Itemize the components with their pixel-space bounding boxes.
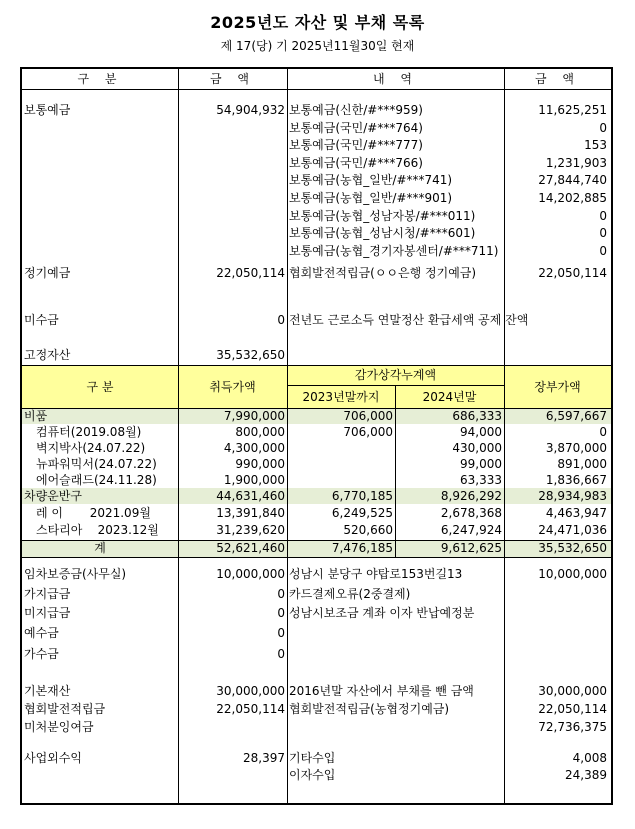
deposit-item-desc: 보통예금(국민/#***764) — [289, 120, 423, 135]
deposit-item-desc: 보통예금(신한/#***959) — [289, 103, 423, 117]
fixed-total-label: 계 — [94, 541, 106, 555]
liability-label: 가지급금 — [24, 587, 71, 601]
fixed-row-dep-2024: 63,333 — [460, 473, 502, 487]
fixed-row-book: 24,471,036 — [538, 523, 607, 537]
liability-label: 임차보증금(사무실) — [24, 567, 127, 581]
fixed-assets-amount: 35,532,650 — [216, 348, 285, 362]
fixed-row-name: 레 이 2021.09월 — [36, 506, 151, 520]
header-amount: 금 액 — [210, 72, 255, 86]
liability-desc: 성남시보조금 계좌 이자 반납예정분 — [289, 606, 475, 620]
fixed-row-dep-2024: 99,000 — [460, 457, 502, 471]
fixed-header-dep-2023: 2023년말까지 — [302, 390, 380, 404]
fixed-row-dep-2024: 430,000 — [452, 441, 502, 455]
fixed-row-book: 891,000 — [557, 457, 607, 471]
fixed-header-dep-2024: 2024년말 — [422, 390, 477, 404]
fixed-row-book: 1,836,667 — [545, 473, 607, 487]
header-details: 내 역 — [373, 72, 418, 86]
fixed-row-name: 차량운반구 — [24, 489, 82, 503]
liability-detail-amount: 10,000,000 — [538, 567, 607, 581]
fixed-row-book: 6,597,667 — [545, 409, 607, 423]
fixed-row-book: 3,870,000 — [545, 441, 607, 455]
fixed-row-cost: 800,000 — [235, 425, 285, 439]
fixed-row-name: 뉴파워믹서(24.07.22) — [36, 457, 157, 471]
equity-detail-amount: 72,736,375 — [538, 720, 607, 734]
receivable-label: 미수금 — [24, 313, 59, 327]
fixed-header-category: 구 분 — [86, 380, 114, 394]
deposit-item-amount: 0 — [599, 208, 607, 223]
fixed-header-book: 장부가액 — [534, 380, 581, 394]
time-deposit-desc: 협회발전적립금(ㅇㅇ은행 정기예금) — [289, 266, 477, 280]
fixed-row-cost: 52,621,460 — [216, 541, 285, 555]
deposit-item-desc: 보통예금(농협_성남시청/#***601) — [289, 226, 476, 241]
equity-desc: 2016년말 자산에서 부채를 뺀 금액 — [289, 684, 474, 698]
time-deposit-detail-amount: 22,050,114 — [538, 266, 607, 280]
fixed-row-cost: 1,900,000 — [223, 473, 285, 487]
deposit-item-desc: 보통예금(농협_일반/#***901) — [289, 191, 453, 205]
deposits-amount: 54,904,932 — [216, 103, 285, 117]
fixed-row-cost: 7,990,000 — [223, 409, 285, 423]
income-label: 사업외수익 — [24, 751, 82, 765]
fixed-row-cost: 31,239,620 — [216, 523, 285, 537]
fixed-row-cost: 44,631,460 — [216, 489, 285, 503]
liability-label: 미지급금 — [24, 606, 71, 620]
fixed-row-dep-2023: 520,660 — [343, 523, 393, 537]
fixed-assets-label: 고정자산 — [24, 348, 71, 362]
deposit-item-desc: 보통예금(국민/#***777) — [289, 138, 423, 153]
fixed-row-cost: 4,300,000 — [223, 441, 285, 455]
fixed-row-cost: 13,391,840 — [216, 506, 285, 520]
fixed-row-dep-2024: 6,247,924 — [440, 523, 502, 537]
fixed-row-dep-2024: 2,678,368 — [440, 506, 502, 520]
fixed-row-book: 35,532,650 — [538, 541, 607, 555]
liability-amount: 0 — [277, 606, 285, 620]
fixed-row-cost: 990,000 — [235, 457, 285, 471]
income-item-amount: 4,008 — [572, 751, 607, 765]
fixed-row-name: 비품 — [24, 409, 48, 423]
liability-amount: 0 — [277, 587, 285, 601]
page-title: 2025년도 자산 및 부채 목록 — [210, 13, 425, 32]
equity-label: 협회발전적립금 — [24, 702, 106, 716]
fixed-header-cost: 취득가액 — [209, 380, 256, 394]
income-item-desc: 이자수입 — [289, 768, 336, 782]
equity-label: 미처분잉여금 — [24, 720, 94, 734]
income-amount: 28,397 — [243, 751, 285, 765]
deposit-item-desc: 보통예금(농협_경기자봉센터/#***711) — [289, 243, 499, 258]
liability-label: 예수금 — [24, 626, 59, 640]
liability-amount: 0 — [277, 647, 285, 661]
liability-desc: 카드결제오류(2중결제) — [289, 587, 411, 601]
equity-label: 기본재산 — [24, 684, 71, 698]
fixed-header-depreciation: 감가상각누계액 — [354, 368, 437, 382]
deposit-item-amount: 0 — [599, 243, 607, 258]
fixed-row-name: 스타리아 2023.12월 — [36, 523, 159, 537]
deposit-item-amount: 0 — [599, 120, 607, 135]
header-detail-amount: 금 액 — [535, 72, 580, 86]
deposit-item-amount: 1,231,903 — [545, 155, 607, 170]
fixed-row-book: 4,463,947 — [545, 506, 607, 520]
fixed-row-book: 28,934,983 — [538, 489, 607, 503]
fixed-row-dep-2023: 6,249,525 — [331, 506, 393, 520]
fixed-row-dep-2024: 94,000 — [460, 425, 502, 439]
fixed-row-book: 0 — [599, 425, 607, 439]
fixed-row-dep-2024: 8,926,292 — [440, 489, 502, 503]
asset-liability-table — [20, 67, 613, 805]
fixed-row-dep-2023: 706,000 — [343, 425, 393, 439]
fixed-row-dep-2024: 9,612,625 — [440, 541, 502, 555]
fixed-row-dep-2024: 686,333 — [452, 409, 502, 423]
fixed-row-dep-2023: 7,476,185 — [331, 541, 393, 555]
header-rule — [22, 89, 611, 90]
liability-amount: 0 — [277, 626, 285, 640]
fixed-row-name: 벽지박사(24.07.22) — [36, 441, 146, 455]
receivable-desc: 전년도 근로소득 연말정산 환급세액 공제 잔액 — [289, 313, 529, 327]
deposit-item-amount: 153 — [584, 138, 607, 153]
deposit-item-desc: 보통예금(국민/#***766) — [289, 155, 423, 170]
page-subtitle: 제 17(당) 기 2025년11월30일 현재 — [220, 39, 415, 53]
deposit-item-amount: 27,844,740 — [538, 173, 607, 188]
fixed-row-dep-2023: 6,770,185 — [331, 489, 393, 503]
fixed-row-name: 에어슬래드(24.11.28) — [36, 473, 157, 487]
deposit-item-amount: 11,625,251 — [538, 103, 607, 117]
income-item-desc: 기타수입 — [289, 751, 336, 765]
fixed-row-dep-2023: 706,000 — [343, 409, 393, 423]
deposit-item-amount: 14,202,885 — [538, 191, 607, 205]
receivable-amount: 0 — [277, 313, 285, 327]
liability-desc: 성남시 분당구 야탑로153번길13 — [289, 567, 463, 581]
equity-amount: 22,050,114 — [216, 702, 285, 716]
time-deposit-label: 정기예금 — [24, 266, 71, 280]
liability-label: 가수금 — [24, 647, 59, 661]
fixed-row-name: 컴퓨터(2019.08월) — [36, 425, 142, 439]
equity-desc: 협회발전적립금(농협정기예금) — [289, 702, 450, 716]
dep-header-rule — [287, 385, 504, 386]
deposit-item-desc: 보통예금(농협_일반/#***741) — [289, 173, 453, 188]
liability-amount: 10,000,000 — [216, 567, 285, 581]
deposit-item-desc: 보통예금(농협_성남자봉/#***011) — [289, 208, 476, 223]
fixed-table-bottom-rule — [22, 557, 611, 558]
equity-detail-amount: 30,000,000 — [538, 684, 607, 698]
income-item-amount: 24,389 — [565, 768, 607, 782]
deposits-label: 보통예금 — [24, 103, 71, 117]
equity-detail-amount: 22,050,114 — [538, 702, 607, 716]
header-category: 구 분 — [77, 72, 123, 86]
equity-amount: 30,000,000 — [216, 684, 285, 698]
deposit-item-amount: 0 — [599, 226, 607, 241]
time-deposit-amount: 22,050,114 — [216, 266, 285, 280]
